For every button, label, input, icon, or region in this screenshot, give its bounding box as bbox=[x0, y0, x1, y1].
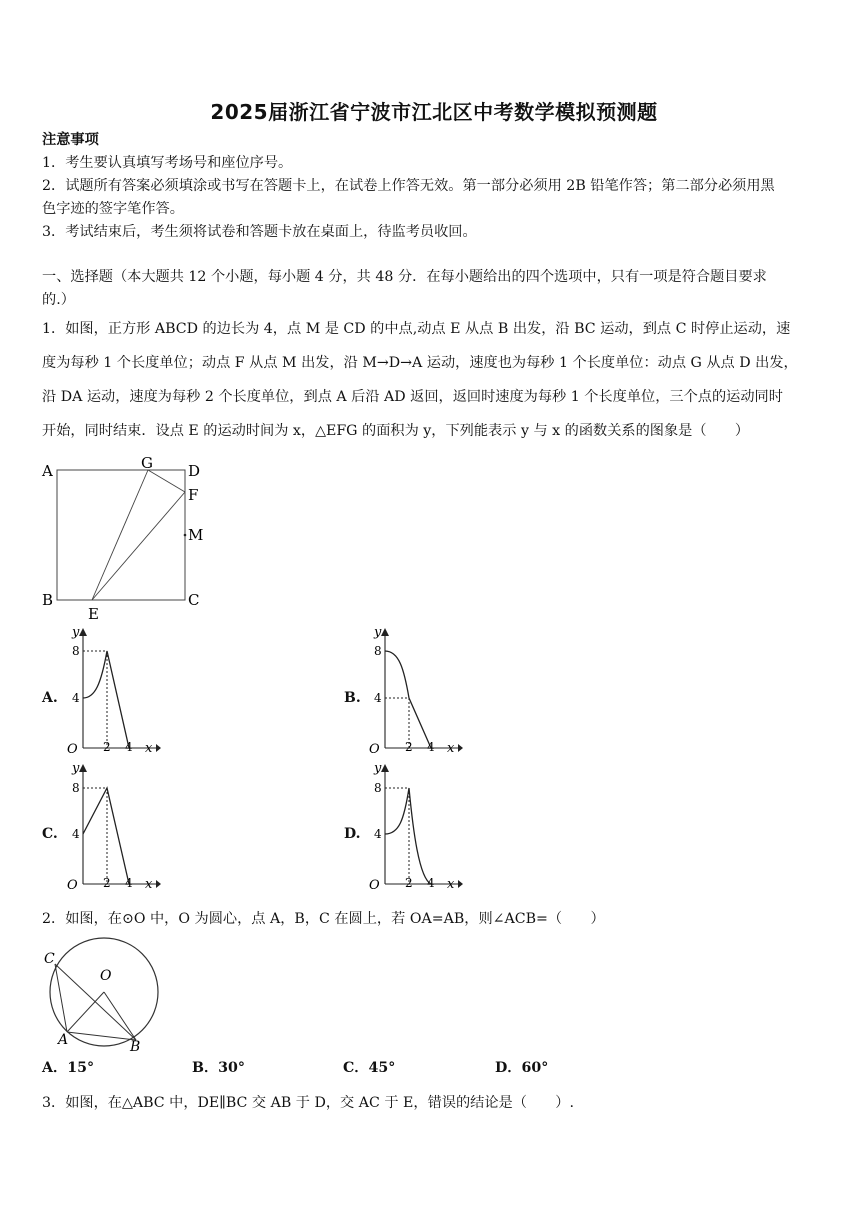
section-heading: 一、选择题（本大题共 12 个小题，每小题 4 分，共 48 分．在每小题给出的四个选项中，只有一项是符合题目要求 bbox=[42, 269, 767, 285]
svg-text:O: O bbox=[369, 878, 380, 893]
graph-a bbox=[62, 624, 162, 762]
q1-line: 1．如图，正方形 ABCD 的边长为 4，点 M 是 CD 的中点,动点 E 从点 B 出发，沿 BC 运动，到点 C 时停止运动，速 bbox=[42, 321, 791, 337]
svg-text:O: O bbox=[67, 878, 78, 893]
label-m: M bbox=[188, 526, 204, 544]
svg-text:8: 8 bbox=[374, 644, 382, 658]
svg-text:x: x bbox=[447, 741, 455, 756]
svg-text:B: B bbox=[130, 1039, 141, 1054]
label-d: D bbox=[188, 462, 201, 480]
graph-c bbox=[62, 760, 162, 898]
label-c: C bbox=[188, 591, 200, 609]
svg-text:4: 4 bbox=[374, 691, 382, 705]
q2-stem: 2．如图，在⊙O 中，O 为圆心，点 A，B，C 在圆上，若 OA=AB，则∠ACB=（ ） bbox=[42, 911, 605, 927]
graph-d bbox=[364, 760, 464, 898]
svg-text:4: 4 bbox=[125, 876, 133, 890]
svg-text:y: y bbox=[374, 625, 382, 640]
q1-line: 沿 DA 运动，速度为每秒 2 个长度单位，到点 A 后沿 AD 返回，返回时速度为每秒 1 个长度单位，三个点的运动同时 bbox=[42, 389, 783, 405]
svg-text:8: 8 bbox=[374, 781, 382, 795]
svg-text:2: 2 bbox=[405, 740, 413, 754]
notice-item: 3．考试结束后，考生须将试卷和答题卡放在桌面上，待监考员收回。 bbox=[42, 224, 477, 240]
segment-eg bbox=[92, 470, 148, 600]
q2-option-a: A．15° bbox=[42, 1060, 95, 1076]
q3-stem: 3．如图，在△ABC 中，DE∥BC 交 AB 于 D，交 AC 于 E，错误的结论是（ ）. bbox=[42, 1095, 574, 1111]
svg-text:8: 8 bbox=[72, 781, 80, 795]
label-f: F bbox=[188, 486, 199, 504]
q1-line: 度为每秒 1 个长度单位；动点 F 从点 M 出发，沿 M→D→A 运动，速度也为每秒 1 个长度单位：动点 G 从点 D 出发， bbox=[42, 355, 798, 371]
svg-text:O: O bbox=[67, 742, 78, 757]
svg-text:4: 4 bbox=[374, 827, 382, 841]
q2-circle-figure bbox=[40, 936, 164, 1054]
q1-option-d: D. bbox=[344, 826, 361, 842]
q1-square-figure bbox=[36, 452, 216, 624]
notice-item: 2．试题所有答案必须填涂或书写在答题卡上，在试卷上作答无效。第一部分必须用 2B 铅笔作答；第二部分必须用黑 bbox=[42, 178, 775, 194]
svg-text:8: 8 bbox=[72, 644, 80, 658]
label-b: B bbox=[42, 591, 54, 609]
svg-text:y: y bbox=[72, 625, 80, 640]
svg-text:2: 2 bbox=[405, 876, 413, 890]
svg-text:O: O bbox=[369, 742, 380, 757]
segment-ef bbox=[92, 492, 185, 600]
q1-option-b: B. bbox=[344, 690, 361, 706]
label-e: E bbox=[88, 605, 99, 623]
svg-text:x: x bbox=[145, 877, 153, 892]
svg-text:x: x bbox=[447, 877, 455, 892]
label-g: G bbox=[141, 454, 153, 472]
notice-item: 色字迹的签字笔作答。 bbox=[42, 201, 184, 217]
page-title: 2025届浙江省宁波市江北区中考数学模拟预测题 bbox=[210, 100, 658, 124]
q1-line: 开始，同时结束．设点 E 的运动时间为 x，△EFG 的面积为 y，下列能表示 y 与 x 的函数关系的图象是（ ） bbox=[42, 423, 750, 439]
label-a: A bbox=[42, 462, 53, 480]
q2-option-b: B．30° bbox=[192, 1060, 246, 1076]
svg-text:4: 4 bbox=[427, 740, 435, 754]
svg-text:4: 4 bbox=[72, 691, 80, 705]
section-heading-cont: 的.） bbox=[42, 292, 75, 308]
q2-option-d: D．60° bbox=[495, 1060, 549, 1076]
point-m bbox=[184, 534, 187, 537]
svg-text:O: O bbox=[100, 968, 112, 984]
svg-text:A: A bbox=[58, 1032, 69, 1048]
svg-text:2: 2 bbox=[103, 740, 111, 754]
graph-b bbox=[364, 624, 464, 762]
svg-text:y: y bbox=[374, 761, 382, 776]
svg-text:C: C bbox=[44, 951, 55, 967]
notice-item: 1．考生要认真填写考场号和座位序号。 bbox=[42, 155, 293, 171]
q1-option-c: C. bbox=[42, 826, 58, 842]
svg-text:2: 2 bbox=[103, 876, 111, 890]
q1-option-a: A. bbox=[42, 690, 58, 706]
svg-text:4: 4 bbox=[125, 740, 133, 754]
q2-option-c: C．45° bbox=[343, 1060, 396, 1076]
notice-heading: 注意事项 bbox=[42, 132, 99, 148]
svg-text:4: 4 bbox=[427, 876, 435, 890]
svg-text:x: x bbox=[145, 741, 153, 756]
segment-gf bbox=[148, 470, 185, 492]
svg-text:4: 4 bbox=[72, 827, 80, 841]
svg-text:y: y bbox=[72, 761, 80, 776]
square-abcd bbox=[57, 470, 185, 600]
